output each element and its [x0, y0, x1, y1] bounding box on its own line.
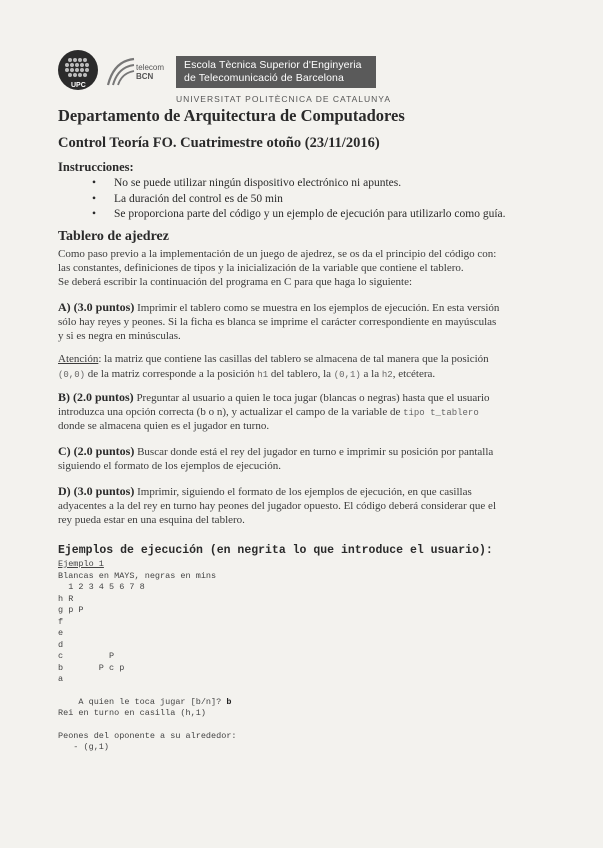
- question-c-text: Buscar donde está el rey del jugador en turno e imprimir su posición por pantalla: [134, 446, 494, 458]
- board-row: h R: [58, 594, 74, 604]
- atencion-line1: [58, 353, 489, 365]
- bullet-icon: •: [92, 177, 97, 189]
- instruction-item: [92, 208, 506, 220]
- example-peones-line: Peones del oponente a su alrededor:: [58, 731, 237, 741]
- instruction-text: Se proporciona parte del código y un ejemplo de ejecución para utilizarlo como guía.: [114, 208, 506, 220]
- question-d-line3: rey pueda estar en una esquina del tablero.: [58, 514, 245, 526]
- board-row: c P: [58, 651, 115, 661]
- question-b-line3: donde se almacena quien es el jugador en turno.: [58, 420, 270, 432]
- question-a-text: Imprimir el tablero como se muestra en los ejemplos de ejecución. En esta versión: [134, 302, 500, 314]
- telecom-logo-line1: telecom: [136, 63, 165, 72]
- question-a-line1: [58, 300, 499, 315]
- examples-title: Ejemplos de ejecución (en negrita lo que introduce el usuario):: [58, 544, 493, 557]
- example-label: Ejemplo 1: [58, 559, 104, 569]
- atencion-label: Atención: [58, 353, 99, 365]
- atencion-line2: [58, 368, 435, 380]
- code-pos01: (0,1): [333, 370, 361, 380]
- example-peones-item: - (g,1): [58, 742, 110, 752]
- question-c-line1: [58, 444, 493, 459]
- telecom-logo-line2: BCN: [136, 72, 154, 81]
- code-h2: h2: [381, 370, 393, 380]
- example-output-line: Blancas en MAYS, negras en mins: [58, 571, 217, 581]
- bullet-icon: •: [92, 193, 97, 205]
- atencion-text: del tablero, la: [268, 368, 334, 380]
- school-name-box: [176, 56, 376, 88]
- question-c-line2: siguiendo el formato de los ejemplos de ejecución.: [58, 460, 281, 472]
- instruction-text: La duración del control es de 50 min: [114, 193, 283, 205]
- school-line2: de Telecomunicació de Barcelona: [184, 72, 344, 84]
- instruction-item: [92, 193, 283, 205]
- intro-line: las constantes, definiciones de tipos y la inicialización de la variable que contiene el tablero.: [58, 262, 464, 274]
- example-prompt: A quien le toca jugar [b/n]?: [78, 697, 227, 707]
- department-title: Departamento de Arquitectura de Computadores: [58, 106, 405, 125]
- atencion-text: de la matriz corresponde a la posición: [85, 368, 258, 380]
- intro-line: Se deberá escribir la continuación del programa en C para que haga lo siguiente:: [58, 276, 413, 288]
- question-b-line2: [58, 406, 479, 418]
- question-b-line1: [58, 390, 490, 405]
- question-a-label: A) (3.0 puntos): [58, 300, 135, 314]
- atencion-text: : la matriz que contiene las casillas del tablero se almacena de tal manera que la posición: [98, 353, 489, 365]
- example-user-input: b: [226, 697, 232, 707]
- board-row: f: [58, 617, 64, 627]
- code-h1: h1: [257, 370, 269, 380]
- code-type: tipo t_tablero: [403, 408, 479, 418]
- board-row: d: [58, 640, 64, 650]
- code-pos00: (0,0): [58, 370, 86, 380]
- university-name: UNIVERSITAT POLITÈCNICA DE CATALUNYA: [176, 94, 392, 104]
- question-d-text: Imprimir, siguiendo el formato de los ejemplos de ejecución, en que casillas: [134, 486, 472, 498]
- instruction-text: No se puede utilizar ningún dispositivo electrónico ni apuntes.: [114, 177, 402, 189]
- question-d-label: D) (3.0 puntos): [58, 484, 135, 498]
- example-output-line: 1 2 3 4 5 6 7 8: [58, 582, 145, 592]
- telecom-logo-text: [136, 63, 164, 81]
- question-a-line3: y si es negra en minúsculas.: [58, 330, 181, 342]
- example-king-line: Rei en turno en casilla (h,1): [58, 708, 206, 718]
- telecom-logo: [104, 55, 174, 91]
- question-b-label: B) (2.0 puntos): [58, 390, 134, 404]
- school-line1: Escola Tècnica Superior d'Enginyeria: [184, 59, 362, 71]
- question-d-line2: adyacentes a la del rey en turno hay peones del jugador opuesto. El código deberá considerar que el: [58, 500, 496, 512]
- board-row: e: [58, 628, 64, 638]
- atencion-text: , etcétera.: [392, 368, 436, 380]
- upc-logo: [58, 50, 98, 94]
- board-row: b P c p: [58, 663, 125, 673]
- control-title: Control Teoría FO. Cuatrimestre otoño (23/11/2016): [58, 135, 380, 151]
- upc-logo-text: UPC: [71, 82, 86, 89]
- instructions-heading: Instrucciones:: [58, 160, 134, 174]
- instruction-item: [92, 177, 402, 189]
- board-row: g p P: [58, 605, 84, 615]
- intro-line: Como paso previo a la implementación de un juego de ajedrez, se os da el principio del código con:: [58, 248, 497, 260]
- question-b-text: Preguntar al usuario a quien le toca jugar (blancas o negras) hasta que el usuario: [133, 392, 490, 404]
- bullet-icon: •: [92, 208, 97, 220]
- question-a-line2: sólo hay reyes y peones. Si la ficha es blanca se imprime el carácter correspondiente en mayúsculas: [58, 316, 497, 328]
- question-b-text: introduzca una opción correcta (b o n), y actualizar el campo de la variable de: [58, 406, 404, 418]
- question-d-line1: [58, 484, 472, 499]
- atencion-text: a la: [360, 368, 382, 380]
- section-heading: Tablero de ajedrez: [58, 229, 169, 244]
- telecom-wave-icon: [104, 55, 138, 91]
- question-c-label: C) (2.0 puntos): [58, 444, 135, 458]
- board-row: a: [58, 674, 64, 684]
